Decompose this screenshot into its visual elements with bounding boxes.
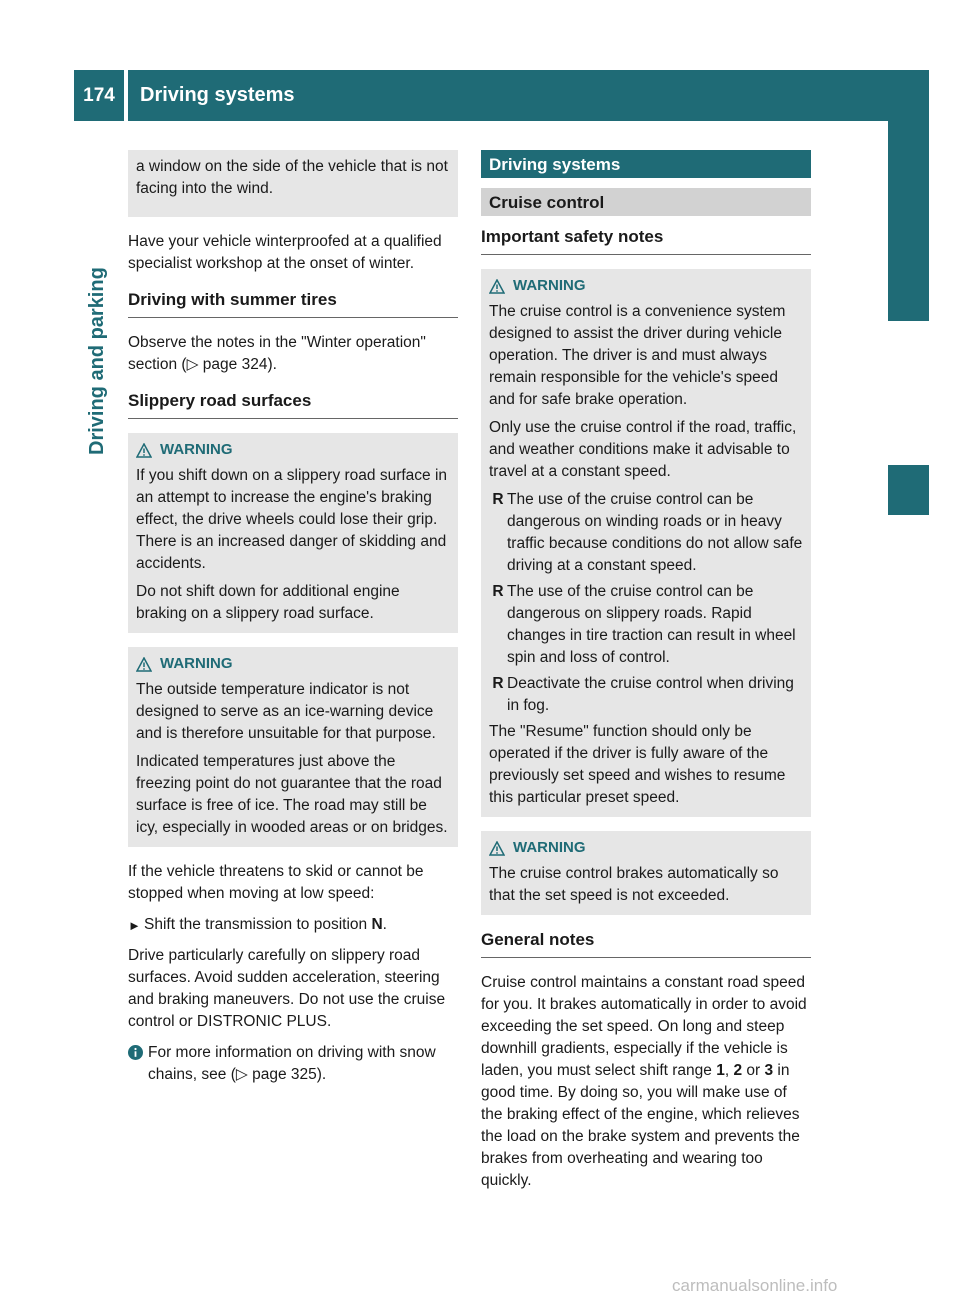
side-tab-marker <box>888 465 929 515</box>
warning-title <box>489 275 803 297</box>
warning-title <box>136 439 450 461</box>
heading-safety-notes: Important safety notes <box>481 226 811 255</box>
warning-box-temperature <box>128 647 458 847</box>
info-icon <box>128 1042 148 1086</box>
shift-range-3: 3 <box>764 1062 774 1079</box>
warning-triangle-icon <box>489 841 505 856</box>
warning-label: WARNING <box>513 277 586 294</box>
general-text-2: in good time. By doing so, you will make use of the braking effect of the engine, which relieves the load on the brake system and prevents the brakes from overheating and wearing too quickly. <box>481 1062 800 1189</box>
summer-tires-paragraph: Observe the notes in the "Winter operation" section (▷ page 324). <box>128 334 426 373</box>
warning-text: If you shift down on a slippery road surface in an attempt to increase the engine's braking effect, the drive wheels could lose their grip. There is an increased danger of skidding and accidents. <box>136 467 448 572</box>
step-text: Shift the transmission to position <box>144 916 372 933</box>
warning-text: The outside temperature indicator is not designed to serve as an ice-warning device and is therefore unsuitable for that purpose. <box>136 681 436 742</box>
step-position: N <box>371 916 383 933</box>
info-note <box>128 1042 458 1086</box>
warning-label: WARNING <box>160 655 233 672</box>
bullet-text: Deactivate the cruise control when driving in fog. <box>507 675 794 714</box>
warning-text: The "Resume" function should only be operated if the driver is fully aware of the previously set speed and wishes to resume this particular preset speed. <box>489 723 786 806</box>
side-tab-label: Driving and parking <box>86 267 108 455</box>
right-column <box>481 150 811 1201</box>
bullet-item <box>489 673 803 717</box>
left-column <box>128 150 458 1086</box>
separator: , <box>724 1062 734 1079</box>
warning-title <box>136 653 450 675</box>
warning-title <box>489 837 803 859</box>
separator: or <box>742 1062 765 1079</box>
general-notes-paragraph <box>481 972 811 1192</box>
skid-paragraph: If the vehicle threatens to skid or cannot be stopped when moving at low speed: <box>128 863 424 902</box>
warning-box-continued <box>128 150 458 217</box>
warning-text: The cruise control brakes automatically so that the set speed is not exceeded. <box>489 865 779 904</box>
page-number: 174 <box>74 70 124 121</box>
warning-triangle-icon <box>489 279 505 294</box>
bullet-marker: R <box>492 675 504 692</box>
warning-continued-text: a window on the side of the vehicle that is not facing into the wind. <box>136 158 448 197</box>
shift-range-1: 1 <box>716 1062 725 1079</box>
general-text-1: Cruise control maintains a constant road speed for you. It brakes automatically in order to avoid exceeding the set speed. On long and steep downhill gradients, especially if the vehicle is laden, you must select shift range <box>481 974 807 1079</box>
bullet-marker: R <box>492 491 504 508</box>
warning-text: Indicated temperatures just above the freezing point do not guarantee that the road surface is free of ice. The road may still be icy, especially in wooded areas or on bridges. <box>136 753 448 836</box>
bullet-text: The use of the cruise control can be dangerous on slippery roads. Rapid changes in tire traction can result in wheel spin and loss of control. <box>507 583 796 666</box>
warning-triangle-icon <box>136 443 152 458</box>
section-banner-cruise-control: Cruise control <box>481 188 811 216</box>
watermark: carmanualsonline.info <box>672 1276 838 1295</box>
bullet-text: The use of the cruise control can be dangerous on winding roads or in heavy traffic because conditions do not allow safe driving at a constant speed. <box>507 491 803 574</box>
info-text: For more information on driving with snow chains, see (▷ page 325). <box>148 1044 436 1083</box>
heading-summer-tires: Driving with summer tires <box>128 289 458 318</box>
heading-slippery-roads: Slippery road surfaces <box>128 390 458 419</box>
heading-general-notes: General notes <box>481 929 811 958</box>
page-header-title: Driving systems <box>128 70 888 121</box>
warning-triangle-icon <box>136 657 152 672</box>
bullet-item <box>489 489 803 577</box>
bullet-marker: R <box>492 583 504 600</box>
warning-text: Do not shift down for additional engine braking on a slippery road surface. <box>136 583 400 622</box>
warning-text: Only use the cruise control if the road, traffic, and weather conditions make it advisable to travel at a constant speed. <box>489 419 797 480</box>
shift-range-2: 2 <box>733 1062 743 1079</box>
warning-label: WARNING <box>513 839 586 856</box>
warning-box-auto-brake <box>481 831 811 915</box>
section-banner-driving-systems: Driving systems <box>481 150 811 178</box>
warning-text: The cruise control is a convenience system designed to assist the driver during vehicle operation. The driver is and must always remain responsible for the vehicle's speed and for safe brake operation. <box>489 303 786 408</box>
side-tab-bar <box>888 70 929 321</box>
step-arrow-icon: ► <box>128 918 141 933</box>
drive-carefully-paragraph: Drive particularly carefully on slippery road surfaces. Avoid sudden acceleration, steering and braking maneuvers. Do not use the cruise control or DISTRONIC PLUS. <box>128 947 446 1030</box>
warning-box-cruise-control <box>481 269 811 817</box>
step-end: . <box>382 916 387 933</box>
warning-label: WARNING <box>160 441 233 458</box>
winterproof-paragraph: Have your vehicle winterproofed at a qualified specialist workshop at the onset of winter. <box>128 233 442 272</box>
bullet-item <box>489 581 803 669</box>
instruction-step <box>128 914 458 937</box>
warning-box-downshift <box>128 433 458 633</box>
